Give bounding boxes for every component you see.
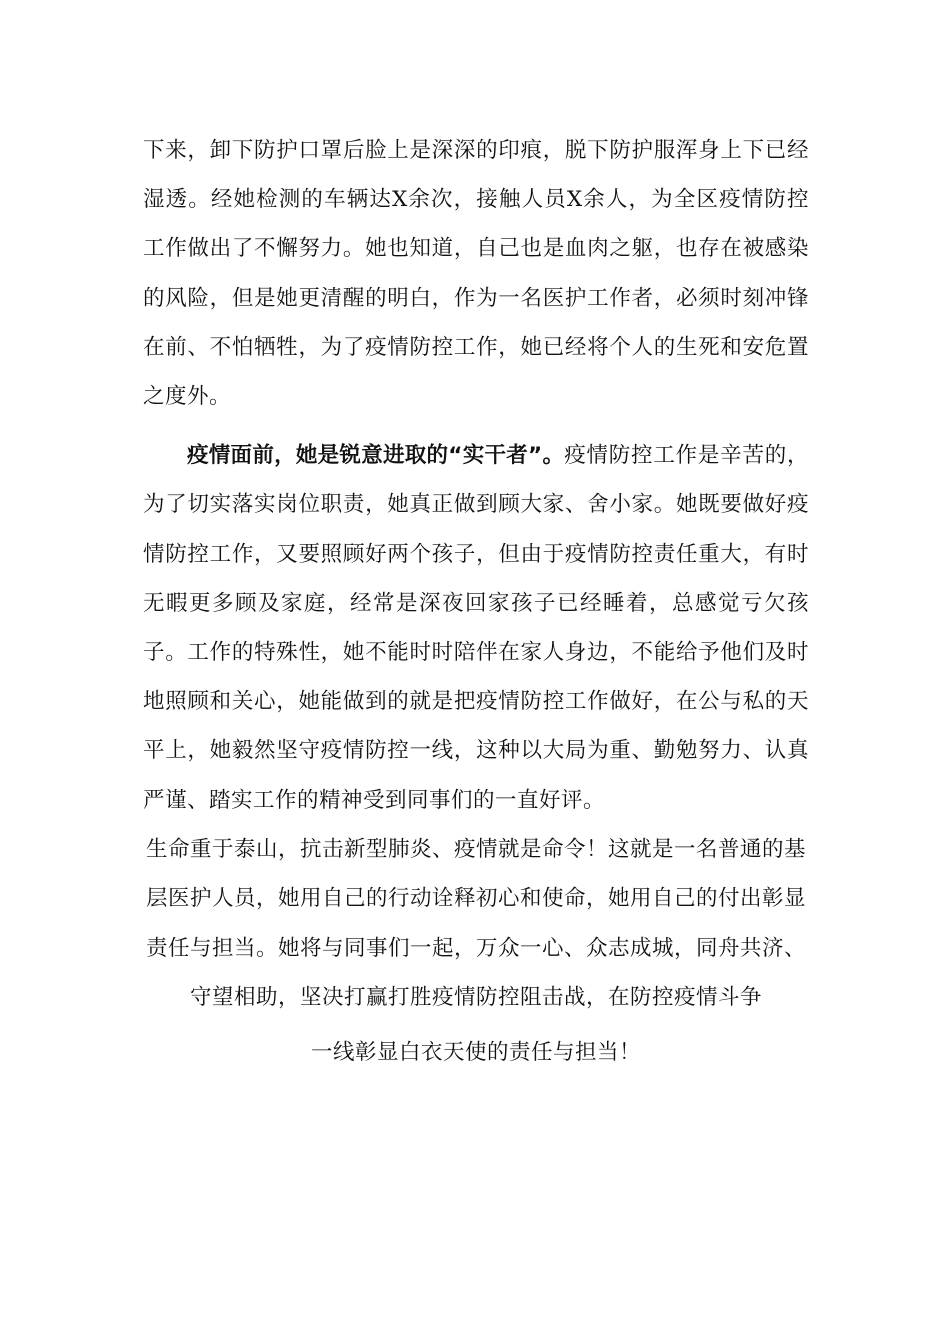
document-page <box>143 126 809 1078</box>
paragraph-lead-heading: 疫情面前，她是锐意进取的“实干者”。 <box>187 443 565 469</box>
paragraph-practitioner <box>143 431 809 825</box>
paragraph-body: 疫情防控工作是辛苦的，为了切实落实岗位职责，她真正做到顾大家、舍小家。她既要做好疫情防控工作，又要照顾好两个孩子，但由于疫情防控责任重大，有时无暇更多顾及家庭，经常是深夜回家孩子已经睡着，总感觉亏欠孩子。工作的特殊性，她不能时时陪伴在家人身边，不能给予他们及时地照顾和关心，她能做到的就是把疫情防控工作做好，在公与私的天平上，她毅然坚守疫情防控一线，这种以大局为重、勤勉努力、认真严谨、踏实工作的精神受到同事们的一直好评。 <box>143 443 809 813</box>
closing-last-line: 一线彰显白衣天使的责任与担当！ <box>310 1040 641 1066</box>
closing-paragraph: 生命重于泰山，抗击新型肺炎、疫情就是命令！这就是一名普通的基层医护人员，她用自己的行动诠释初心和使命，她用自己的付出彰显责任与担当。她将与同事们一起，万众一心、众志成城，同舟共济、守望相助，坚决打赢打胜疫情防控阻击战，在防控疫情斗争 <box>145 836 806 1011</box>
paragraph-continuation: 下来，卸下防护口罩后脸上是深深的印痕，脱下防护服浑身上下已经湿透。经她检测的车辆达X余次，接触人员X余人，为全区疫情防控工作做出了不懈努力。她也知道，自己也是血肉之躯，也存在被感染的风险，但是她更清醒的明白，作为一名医护工作者，必须时刻冲锋在前、不怕牺牲，为了疫情防控工作，她已经将个人的生死和安危置之度外。 <box>143 138 809 410</box>
